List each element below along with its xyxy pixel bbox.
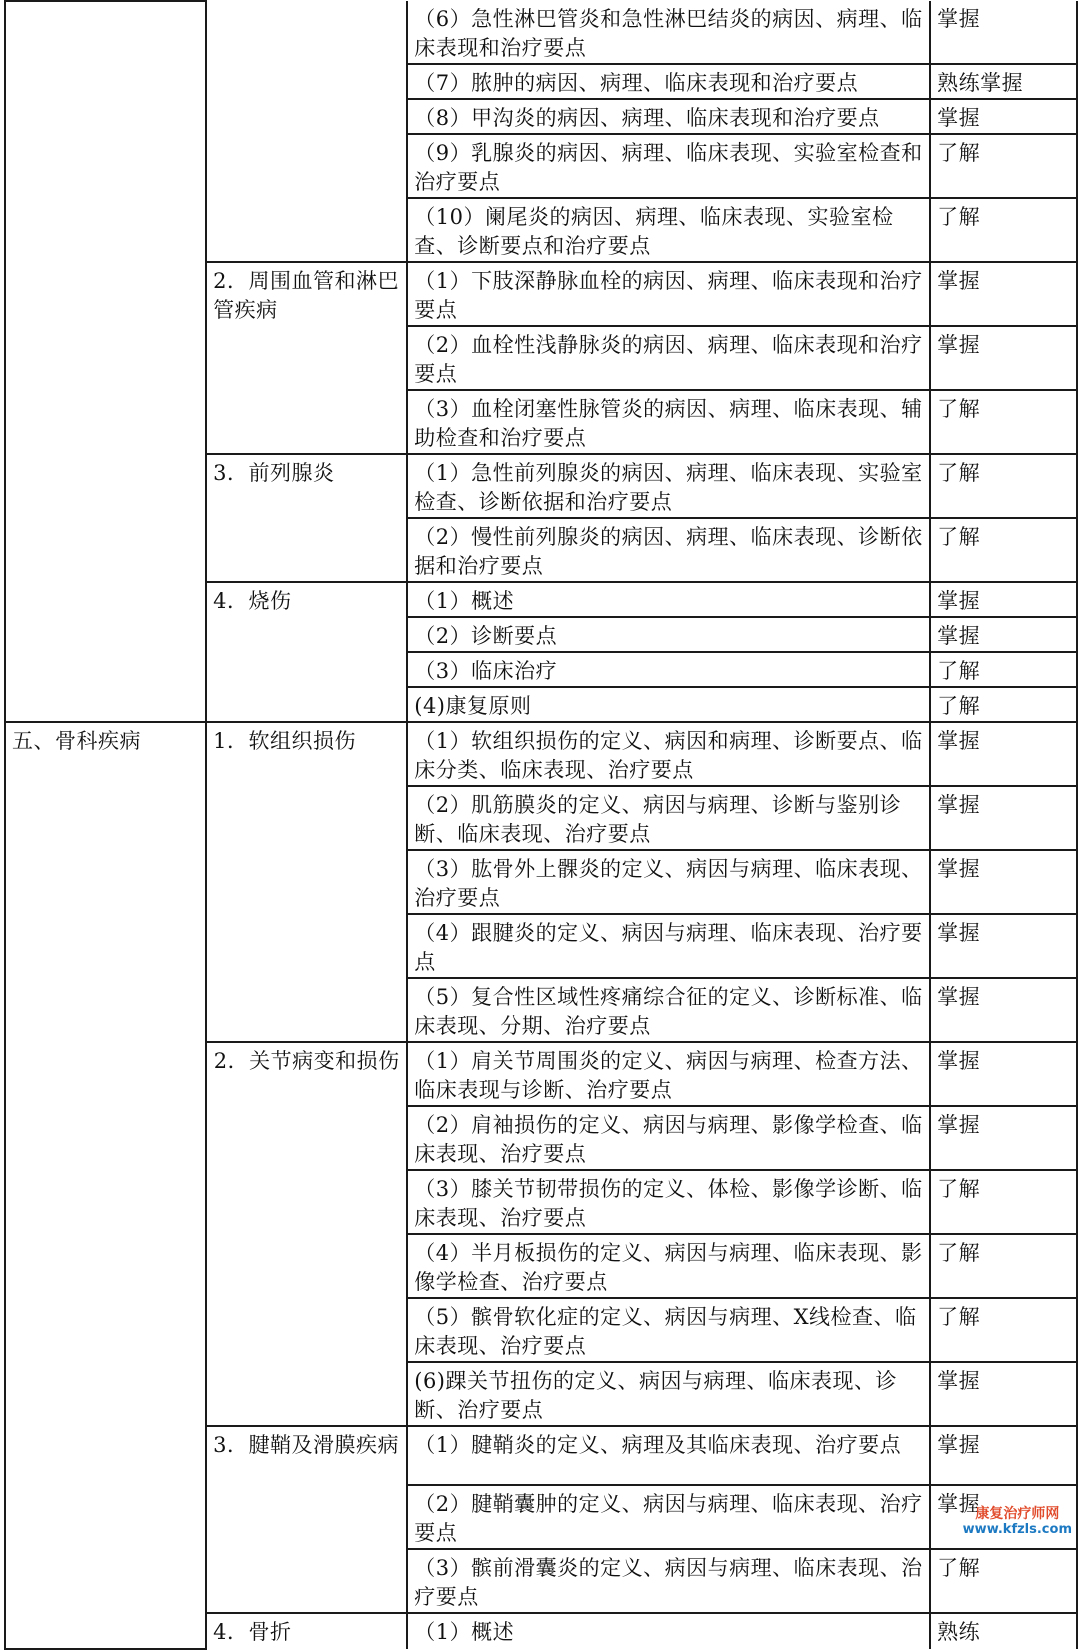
unit-cell: 4．骨折: [206, 1613, 407, 1649]
unit-cell: [206, 1, 407, 262]
level-cell: 掌握: [930, 582, 1077, 617]
level-cell: 掌握: [930, 786, 1077, 850]
table-row: [5, 722, 1077, 786]
level-cell: 掌握: [930, 722, 1077, 786]
item-cell: （1）概述: [407, 1613, 930, 1649]
level-cell: 了解: [930, 687, 1077, 722]
item-cell: （1）概述: [407, 582, 930, 617]
unit-cell: 3．腱鞘及滑膜疾病: [206, 1426, 407, 1613]
level-cell: 了解: [930, 1549, 1077, 1613]
item-cell: （1）软组织损伤的定义、病因和病理、诊断要点、临床分类、临床表现、治疗要点: [407, 722, 930, 786]
level-cell: 了解: [930, 454, 1077, 518]
level-cell: 了解: [930, 1170, 1077, 1234]
item-cell: （8）甲沟炎的病因、病理、临床表现和治疗要点: [407, 99, 930, 134]
section-cell: 五、骨科疾病: [5, 722, 206, 1649]
level-cell: 掌握: [930, 1485, 1077, 1549]
item-cell: （2）肌筋膜炎的定义、病因与病理、诊断与鉴别诊断、临床表现、治疗要点: [407, 786, 930, 850]
level-cell: 了解: [930, 1298, 1077, 1362]
item-cell: （3）血栓闭塞性脉管炎的病因、病理、临床表现、辅助检查和治疗要点: [407, 390, 930, 454]
unit-cell: 3．前列腺炎: [206, 454, 407, 582]
unit-cell: 1．软组织损伤: [206, 722, 407, 1042]
level-cell: 掌握: [930, 1106, 1077, 1170]
item-cell: （3）髌前滑囊炎的定义、病因与病理、临床表现、治疗要点: [407, 1549, 930, 1613]
watermark-url: www.kfzls.com: [962, 1522, 1072, 1537]
item-cell: （2）诊断要点: [407, 617, 930, 652]
item-cell: （4）半月板损伤的定义、病因与病理、临床表现、影像学检查、治疗要点: [407, 1234, 930, 1298]
item-cell: （2）腱鞘囊肿的定义、病因与病理、临床表现、治疗要点: [407, 1485, 930, 1549]
item-cell: （1）急性前列腺炎的病因、病理、临床表现、实验室检查、诊断依据和治疗要点: [407, 454, 930, 518]
syllabus-table: [4, 0, 1078, 1650]
item-cell: （2）血栓性浅静脉炎的病因、病理、临床表现和治疗要点: [407, 326, 930, 390]
item-cell: (6)踝关节扭伤的定义、病因与病理、临床表现、诊断、治疗要点: [407, 1362, 930, 1426]
level-cell: 了解: [930, 390, 1077, 454]
level-cell: 掌握: [930, 1, 1077, 64]
level-cell: 掌握: [930, 1426, 1077, 1485]
level-cell: 了解: [930, 198, 1077, 262]
level-cell: 了解: [930, 518, 1077, 582]
level-cell: 了解: [930, 1234, 1077, 1298]
item-cell: （9）乳腺炎的病因、病理、临床表现、实验室检查和治疗要点: [407, 134, 930, 198]
level-cell: 掌握: [930, 262, 1077, 326]
item-cell: (4)康复原则: [407, 687, 930, 722]
level-cell: 了解: [930, 652, 1077, 687]
section-cell: [5, 1, 206, 722]
level-cell: 熟练: [930, 1613, 1077, 1649]
item-cell: （7）脓肿的病因、病理、临床表现和治疗要点: [407, 64, 930, 99]
item-cell: （6）急性淋巴管炎和急性淋巴结炎的病因、病理、临床表现和治疗要点: [407, 1, 930, 64]
level-cell: 熟练掌握: [930, 64, 1077, 99]
level-cell: 掌握: [930, 99, 1077, 134]
unit-cell: 4．烧伤: [206, 582, 407, 722]
item-cell: （1）腱鞘炎的定义、病理及其临床表现、治疗要点: [407, 1426, 930, 1485]
level-cell: 掌握: [930, 1362, 1077, 1426]
site-watermark: [963, 1507, 1072, 1537]
item-cell: （1）下肢深静脉血栓的病因、病理、临床表现和治疗要点: [407, 262, 930, 326]
level-cell: 掌握: [930, 850, 1077, 914]
unit-cell: 2．周围血管和淋巴管疾病: [206, 262, 407, 454]
level-cell: 掌握: [930, 914, 1077, 978]
item-cell: （5）复合性区域性疼痛综合征的定义、诊断标准、临床表现、分期、治疗要点: [407, 978, 930, 1042]
item-cell: （10）阑尾炎的病因、病理、临床表现、实验室检查、诊断要点和治疗要点: [407, 198, 930, 262]
watermark-title: 康复治疗师网: [975, 1506, 1060, 1522]
item-cell: （3）肱骨外上髁炎的定义、病因与病理、临床表现、治疗要点: [407, 850, 930, 914]
item-cell: （4）跟腱炎的定义、病因与病理、临床表现、治疗要点: [407, 914, 930, 978]
level-cell: 掌握: [930, 1042, 1077, 1106]
unit-cell: 2．关节病变和损伤: [206, 1042, 407, 1426]
level-cell: 掌握: [930, 326, 1077, 390]
level-cell: 掌握: [930, 978, 1077, 1042]
table-row: [5, 1, 1077, 64]
item-cell: （2）慢性前列腺炎的病因、病理、临床表现、诊断依据和治疗要点: [407, 518, 930, 582]
item-cell: （3）临床治疗: [407, 652, 930, 687]
item-cell: （2）肩袖损伤的定义、病因与病理、影像学检查、临床表现、治疗要点: [407, 1106, 930, 1170]
item-cell: （1）肩关节周围炎的定义、病因与病理、检查方法、临床表现与诊断、治疗要点: [407, 1042, 930, 1106]
item-cell: （5）髌骨软化症的定义、病因与病理、X线检查、临床表现、治疗要点: [407, 1298, 930, 1362]
level-cell: 了解: [930, 134, 1077, 198]
level-cell: 掌握: [930, 617, 1077, 652]
item-cell: （3）膝关节韧带损伤的定义、体检、影像学诊断、临床表现、治疗要点: [407, 1170, 930, 1234]
